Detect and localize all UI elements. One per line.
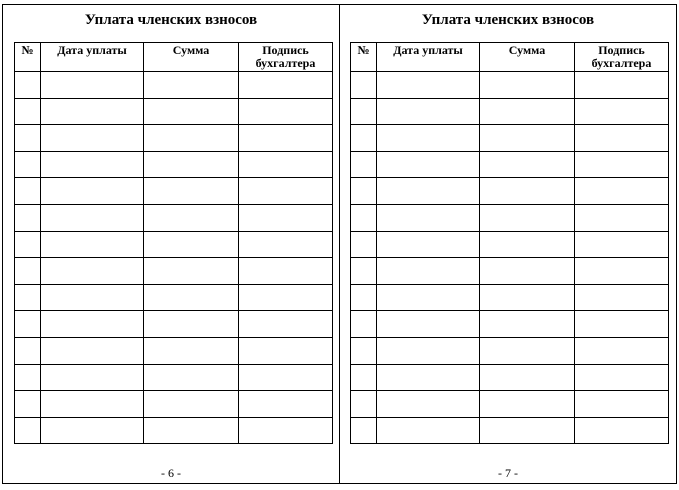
cell-number[interactable]: [15, 311, 41, 338]
cell-amount[interactable]: [480, 98, 575, 125]
cell-number[interactable]: [351, 151, 377, 178]
table-header-row: [351, 43, 669, 72]
cell-accountant-signature[interactable]: [239, 337, 333, 364]
cell-payment-date[interactable]: [377, 337, 480, 364]
cell-accountant-signature[interactable]: [575, 231, 669, 258]
cell-accountant-signature[interactable]: [239, 231, 333, 258]
cell-accountant-signature[interactable]: [575, 284, 669, 311]
table-row: [15, 284, 333, 311]
header-accountant-signature: Подпись бухгалтера: [575, 43, 669, 72]
page-number: - 7 -: [498, 466, 518, 480]
table-row: [351, 178, 669, 205]
table-row: [15, 125, 333, 152]
cell-number[interactable]: [351, 337, 377, 364]
cell-payment-date[interactable]: [377, 391, 480, 418]
cell-payment-date[interactable]: [41, 125, 144, 152]
cell-accountant-signature[interactable]: [239, 311, 333, 338]
cell-payment-date[interactable]: [41, 98, 144, 125]
cell-payment-date[interactable]: [377, 284, 480, 311]
cell-amount[interactable]: [480, 72, 575, 99]
table-row: [15, 417, 333, 444]
cell-number[interactable]: [15, 98, 41, 125]
cell-payment-date[interactable]: [377, 98, 480, 125]
table-body: [351, 72, 669, 444]
cell-accountant-signature[interactable]: [239, 151, 333, 178]
cell-amount[interactable]: [480, 204, 575, 231]
header-payment-date: Дата уплаты: [41, 43, 144, 72]
cell-payment-date[interactable]: [377, 178, 480, 205]
table-row: [15, 204, 333, 231]
cell-amount[interactable]: [480, 417, 575, 444]
payments-table: [350, 42, 669, 444]
cell-number[interactable]: [351, 258, 377, 285]
cell-number[interactable]: [351, 311, 377, 338]
page-left: [2, 4, 340, 484]
cell-accountant-signature[interactable]: [239, 125, 333, 152]
cell-amount[interactable]: [144, 98, 239, 125]
cell-payment-date[interactable]: [41, 204, 144, 231]
table-row: [15, 311, 333, 338]
cell-amount[interactable]: [480, 311, 575, 338]
cell-accountant-signature[interactable]: [575, 98, 669, 125]
page-title: Уплата членских взносов: [421, 12, 595, 28]
cell-amount[interactable]: [480, 178, 575, 205]
cell-accountant-signature[interactable]: [239, 204, 333, 231]
cell-number[interactable]: [351, 364, 377, 391]
cell-payment-date[interactable]: [377, 311, 480, 338]
cell-number[interactable]: [351, 284, 377, 311]
cell-number[interactable]: [15, 284, 41, 311]
cell-payment-date[interactable]: [41, 231, 144, 258]
header-amount: Сумма: [144, 43, 239, 72]
cell-accountant-signature[interactable]: [575, 125, 669, 152]
cell-amount[interactable]: [480, 151, 575, 178]
cell-accountant-signature[interactable]: [239, 258, 333, 285]
cell-amount[interactable]: [144, 231, 239, 258]
cell-amount[interactable]: [480, 284, 575, 311]
table-row: [351, 72, 669, 99]
cell-number[interactable]: [15, 417, 41, 444]
cell-payment-date[interactable]: [377, 125, 480, 152]
table-row: [351, 98, 669, 125]
header-number: №: [15, 43, 41, 72]
table-row: [15, 178, 333, 205]
header-number: №: [351, 43, 377, 72]
cell-number[interactable]: [351, 98, 377, 125]
table-row: [351, 391, 669, 418]
cell-number[interactable]: [351, 417, 377, 444]
cell-number[interactable]: [351, 231, 377, 258]
cell-amount[interactable]: [144, 72, 239, 99]
cell-number[interactable]: [15, 337, 41, 364]
cell-number[interactable]: [351, 178, 377, 205]
cell-amount[interactable]: [144, 125, 239, 152]
cell-payment-date[interactable]: [41, 258, 144, 285]
cell-accountant-signature[interactable]: [575, 72, 669, 99]
cell-payment-date[interactable]: [41, 391, 144, 418]
cell-payment-date[interactable]: [377, 231, 480, 258]
cell-payment-date[interactable]: [377, 258, 480, 285]
cell-payment-date[interactable]: [377, 204, 480, 231]
cell-number[interactable]: [15, 258, 41, 285]
table-row: [15, 98, 333, 125]
cell-payment-date[interactable]: [41, 337, 144, 364]
payments-table: [14, 42, 333, 444]
table-row: [15, 72, 333, 99]
table-header-row: [15, 43, 333, 72]
cell-payment-date[interactable]: [377, 364, 480, 391]
cell-amount[interactable]: [480, 364, 575, 391]
cell-number[interactable]: [15, 391, 41, 418]
cell-number[interactable]: [15, 72, 41, 99]
cell-number[interactable]: [351, 391, 377, 418]
cell-amount[interactable]: [144, 337, 239, 364]
cell-payment-date[interactable]: [41, 178, 144, 205]
table-row: [15, 337, 333, 364]
table-row: [15, 231, 333, 258]
cell-accountant-signature[interactable]: [575, 178, 669, 205]
cell-number[interactable]: [15, 364, 41, 391]
table-row: [351, 364, 669, 391]
table-row: [351, 417, 669, 444]
cell-accountant-signature[interactable]: [575, 391, 669, 418]
table-row: [15, 391, 333, 418]
table-row: [351, 337, 669, 364]
cell-accountant-signature[interactable]: [239, 98, 333, 125]
cell-amount[interactable]: [480, 231, 575, 258]
cell-accountant-signature[interactable]: [575, 204, 669, 231]
cell-amount[interactable]: [144, 311, 239, 338]
cell-amount[interactable]: [144, 178, 239, 205]
table-row: [351, 311, 669, 338]
table-row: [15, 151, 333, 178]
cell-number[interactable]: [351, 72, 377, 99]
cell-number[interactable]: [15, 151, 41, 178]
table-row: [351, 231, 669, 258]
cell-number[interactable]: [15, 204, 41, 231]
cell-amount[interactable]: [144, 204, 239, 231]
table-row: [15, 258, 333, 285]
table-row: [351, 204, 669, 231]
cell-amount[interactable]: [144, 258, 239, 285]
cell-amount[interactable]: [144, 391, 239, 418]
cell-accountant-signature[interactable]: [575, 151, 669, 178]
cell-amount[interactable]: [480, 391, 575, 418]
cell-payment-date[interactable]: [41, 284, 144, 311]
cell-accountant-signature[interactable]: [239, 417, 333, 444]
cell-accountant-signature[interactable]: [575, 311, 669, 338]
cell-payment-date[interactable]: [41, 311, 144, 338]
page-number: - 6 -: [161, 466, 181, 480]
header-accountant-signature: Подпись бухгалтера: [239, 43, 333, 72]
cell-payment-date[interactable]: [377, 72, 480, 99]
cell-payment-date[interactable]: [377, 151, 480, 178]
cell-accountant-signature[interactable]: [239, 284, 333, 311]
table-row: [15, 364, 333, 391]
cell-accountant-signature[interactable]: [575, 364, 669, 391]
cell-accountant-signature[interactable]: [239, 391, 333, 418]
page-right: [339, 4, 677, 484]
table-row: [351, 258, 669, 285]
cell-amount[interactable]: [480, 258, 575, 285]
cell-accountant-signature[interactable]: [575, 337, 669, 364]
cell-payment-date[interactable]: [41, 417, 144, 444]
cell-accountant-signature[interactable]: [239, 72, 333, 99]
cell-number[interactable]: [15, 231, 41, 258]
cell-number[interactable]: [15, 125, 41, 152]
table-row: [351, 151, 669, 178]
cell-amount[interactable]: [480, 125, 575, 152]
header-amount: Сумма: [480, 43, 575, 72]
cell-amount[interactable]: [144, 284, 239, 311]
cell-accountant-signature[interactable]: [575, 258, 669, 285]
cell-payment-date[interactable]: [41, 72, 144, 99]
cell-accountant-signature[interactable]: [239, 364, 333, 391]
cell-payment-date[interactable]: [41, 364, 144, 391]
cell-number[interactable]: [351, 204, 377, 231]
cell-amount[interactable]: [144, 151, 239, 178]
cell-amount[interactable]: [144, 364, 239, 391]
table-row: [351, 284, 669, 311]
cell-payment-date[interactable]: [377, 417, 480, 444]
page-title: Уплата членских взносов: [84, 12, 258, 28]
header-payment-date: Дата уплаты: [377, 43, 480, 72]
cell-number[interactable]: [351, 125, 377, 152]
cell-amount[interactable]: [480, 337, 575, 364]
cell-payment-date[interactable]: [41, 151, 144, 178]
cell-accountant-signature[interactable]: [239, 178, 333, 205]
cell-accountant-signature[interactable]: [575, 417, 669, 444]
cell-amount[interactable]: [144, 417, 239, 444]
table-body: [15, 72, 333, 444]
table-row: [351, 125, 669, 152]
cell-number[interactable]: [15, 178, 41, 205]
